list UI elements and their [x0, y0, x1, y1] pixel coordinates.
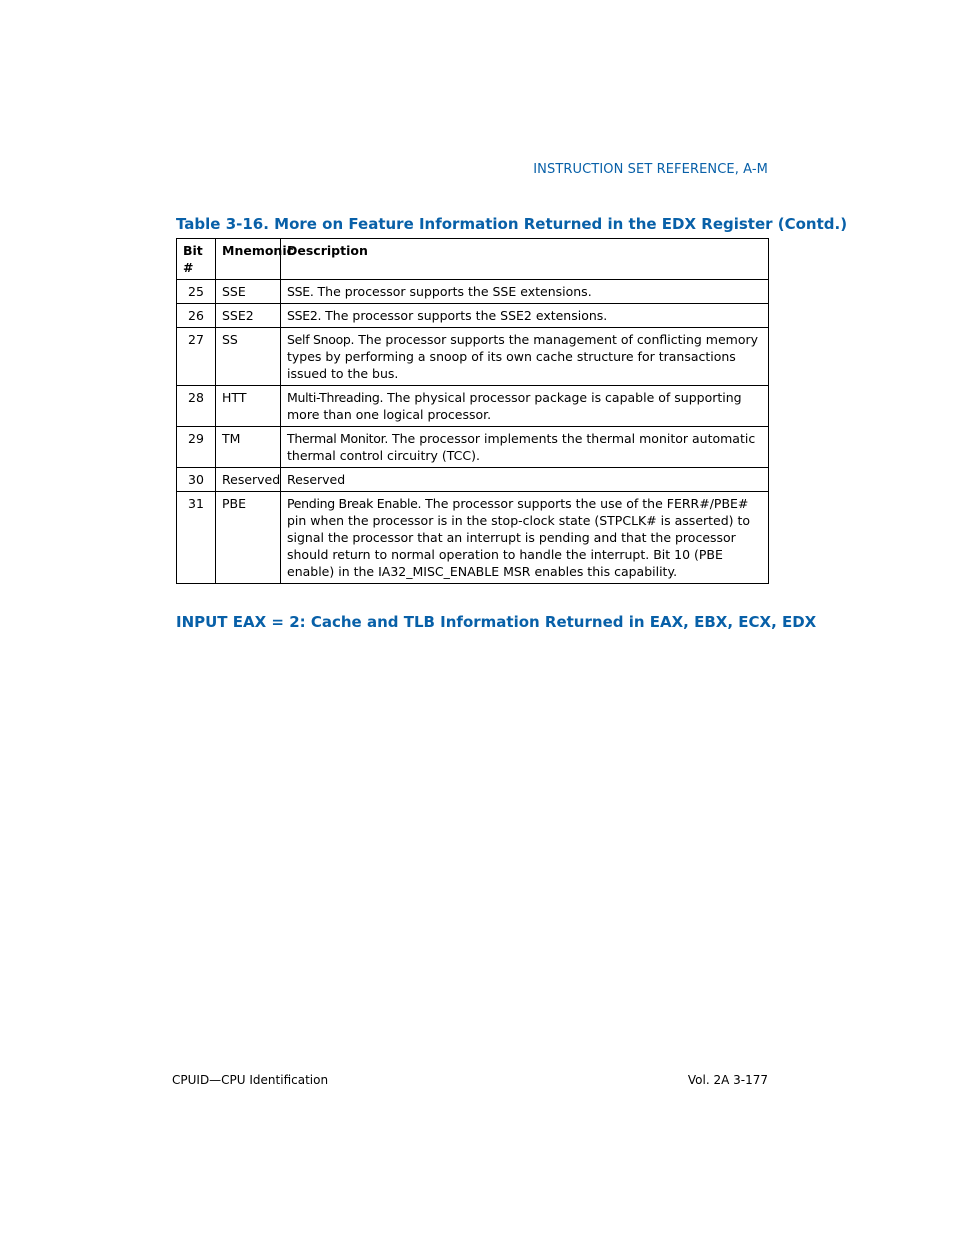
table-row [177, 304, 769, 328]
feature-table [176, 238, 769, 584]
bit-cell: 28 [177, 386, 216, 427]
running-header: INSTRUCTION SET REFERENCE, A-M [533, 162, 768, 177]
description-cell [281, 492, 769, 584]
description-text: The processor supports the SSE extensions. [313, 284, 592, 299]
description-cell [281, 328, 769, 386]
feature-term: SSE. [287, 284, 314, 299]
column-header-mnemonic: Mnemonic [216, 239, 281, 280]
table-row [177, 492, 769, 584]
description-cell [281, 468, 769, 492]
footer-section-title: CPUID—CPU Identification [172, 1073, 329, 1087]
footer-page-number: Vol. 2A 3-177 [687, 1073, 768, 1087]
bit-cell: 29 [177, 427, 216, 468]
bit-cell: 25 [177, 280, 216, 304]
mnemonic-cell: HTT [216, 386, 281, 427]
table-row [177, 280, 769, 304]
feature-term: Self Snoop. [287, 332, 355, 347]
mnemonic-cell: TM [216, 427, 281, 468]
column-header-bit: Bit # [177, 239, 216, 280]
table-row [177, 328, 769, 386]
bit-cell: 31 [177, 492, 216, 584]
bit-cell: 27 [177, 328, 216, 386]
description-text: The processor supports the SSE2 extensions. [321, 308, 608, 323]
description-text: Reserved [287, 472, 346, 487]
mnemonic-cell: Reserved [216, 468, 281, 492]
mnemonic-cell: SS [216, 328, 281, 386]
column-header-description: Description [281, 239, 769, 280]
feature-term: SSE2. [287, 308, 322, 323]
mnemonic-cell: SSE2 [216, 304, 281, 328]
description-text: The processor implements the thermal monitor automatic thermal control circuitry (TCC). [287, 431, 756, 463]
description-cell [281, 304, 769, 328]
table-row [177, 468, 769, 492]
bit-cell: 26 [177, 304, 216, 328]
feature-term: Multi-Threading. [287, 390, 384, 405]
table-header-row [177, 239, 769, 280]
bit-cell: 30 [177, 468, 216, 492]
feature-term: Thermal Monitor. [287, 431, 388, 446]
section-heading: INPUT EAX = 2: Cache and TLB Information Returned in EAX, EBX, ECX, EDX [176, 613, 817, 631]
table-row [177, 427, 769, 468]
feature-term: Pending Break Enable. [287, 496, 422, 511]
description-cell [281, 427, 769, 468]
mnemonic-cell: SSE [216, 280, 281, 304]
description-text: The physical processor package is capable of supporting more than one logical processor. [287, 390, 742, 422]
description-text: The processor supports the management of conflicting memory types by performing a snoop of its own cache structure for transactions issued to the bus. [287, 332, 759, 381]
description-text: The processor supports the use of the FERR#/PBE# pin when the processor is in the stop-clock state (STPCLK# is asserted) to signal the processor that an interrupt is pending and that the processor should return to normal operation to handle the interrupt. Bit 10 (PBE enable) in the IA32_MISC_ENABLE MSR enables this capability. [287, 496, 751, 579]
table-title: Table 3-16. More on Feature Information Returned in the EDX Register (Contd.) [176, 215, 848, 233]
description-cell [281, 386, 769, 427]
mnemonic-cell: PBE [216, 492, 281, 584]
description-cell [281, 280, 769, 304]
table-row [177, 386, 769, 427]
